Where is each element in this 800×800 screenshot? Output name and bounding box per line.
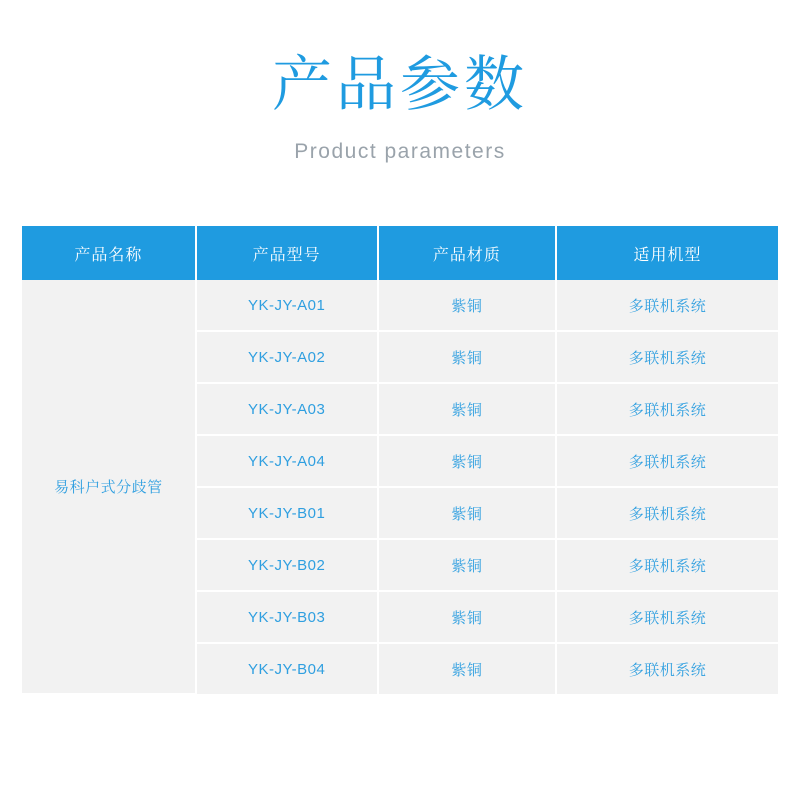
cell-machine: 多联机系统: [556, 383, 778, 435]
page-header: [0, 0, 800, 164]
column-header-product-material: 产品材质: [378, 226, 556, 280]
cell-model: YK-JY-B02: [196, 539, 378, 591]
table-header-row: [22, 226, 778, 280]
table-row: [22, 280, 778, 331]
cell-model: YK-JY-B04: [196, 643, 378, 694]
cell-machine: 多联机系统: [556, 539, 778, 591]
cell-material: 紫铜: [378, 591, 556, 643]
column-header-product-name: 产品名称: [22, 226, 196, 280]
cell-material: 紫铜: [378, 487, 556, 539]
cell-material: 紫铜: [378, 280, 556, 331]
cell-machine: 多联机系统: [556, 591, 778, 643]
cell-machine: 多联机系统: [556, 331, 778, 383]
page-title: 产品参数: [272, 51, 528, 118]
table-header: [22, 226, 778, 280]
parameters-table-container: [0, 226, 800, 695]
cell-machine: 多联机系统: [556, 487, 778, 539]
cell-material: 紫铜: [378, 643, 556, 694]
cell-model: YK-JY-A02: [196, 331, 378, 383]
column-header-applicable-machine: 适用机型: [556, 226, 778, 280]
cell-model: YK-JY-B03: [196, 591, 378, 643]
cell-material: 紫铜: [378, 539, 556, 591]
parameters-table: [22, 226, 778, 695]
cell-product-name: 易科户式分歧管: [22, 280, 196, 694]
cell-machine: 多联机系统: [556, 643, 778, 694]
cell-model: YK-JY-A04: [196, 435, 378, 487]
cell-machine: 多联机系统: [556, 435, 778, 487]
cell-material: 紫铜: [378, 331, 556, 383]
table-body: [22, 280, 778, 694]
page-subtitle: Product parameters: [294, 140, 506, 163]
cell-machine: 多联机系统: [556, 280, 778, 331]
cell-material: 紫铜: [378, 435, 556, 487]
cell-model: YK-JY-A01: [196, 280, 378, 331]
cell-model: YK-JY-A03: [196, 383, 378, 435]
cell-model: YK-JY-B01: [196, 487, 378, 539]
cell-material: 紫铜: [378, 383, 556, 435]
column-header-product-model: 产品型号: [196, 226, 378, 280]
